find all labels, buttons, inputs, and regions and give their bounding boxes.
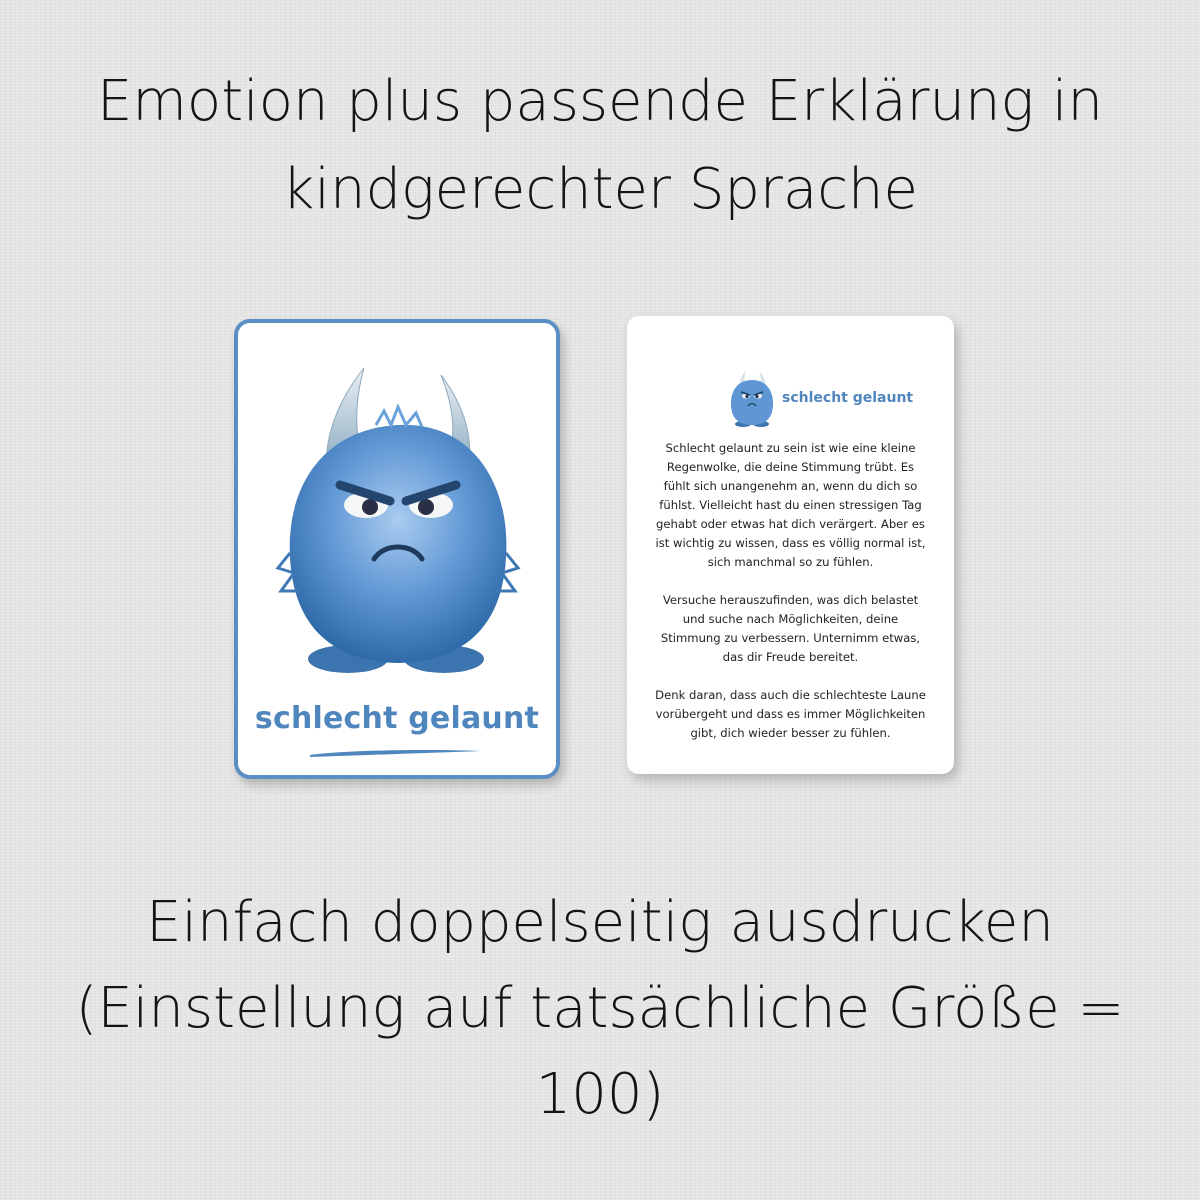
- description-paragraph: [641, 591, 940, 667]
- text-line: Schlecht gelaunt zu sein ist wie eine kleine: [665, 441, 916, 455]
- text-line: Versuche herauszufinden, was dich belastet: [662, 593, 919, 607]
- text-line: fühlst. Vielleicht hast du einen stressigen Tag: [659, 498, 922, 512]
- bottom-heading-line: 100): [535, 1062, 665, 1127]
- back-card-description: [641, 439, 940, 762]
- text-line: vorübergeht und dass es immer Möglichkeiten: [655, 707, 926, 721]
- card-front: [234, 319, 560, 779]
- top-heading-line: kindgerechter Sprache: [281, 157, 918, 222]
- card-back: [627, 316, 954, 774]
- grumpy-monster-thumbnail: [727, 368, 777, 428]
- description-paragraph: [641, 686, 940, 743]
- grumpy-monster-illustration: [266, 363, 531, 683]
- bottom-heading-line: Einfach doppelseitig ausdrucken: [146, 890, 1054, 955]
- description-paragraph: [641, 439, 940, 572]
- top-heading: [0, 58, 1200, 234]
- top-heading-line: Emotion plus passende Erklärung in: [97, 69, 1103, 134]
- back-card-title: schlecht gelaunt: [782, 390, 914, 406]
- brush-stroke-underline: [308, 748, 483, 758]
- front-card-label: schlecht gelaunt: [254, 701, 540, 736]
- text-line: sich manchmal so zu fühlen.: [707, 555, 874, 569]
- text-line: gibt, dich wieder besser zu fühlen.: [690, 726, 891, 740]
- text-line: gehabt oder etwas hat dich verärgert. Aber es: [656, 517, 925, 531]
- bottom-heading: [0, 880, 1200, 1138]
- text-line: und suche nach Möglichkeiten, deine: [682, 612, 899, 626]
- text-line: Stimmung zu verbessern. Unternimm etwas,: [660, 631, 921, 645]
- text-line: Regenwolke, die deine Stimmung trübt. Es: [666, 460, 915, 474]
- text-line: Denk daran, dass auch die schlechteste Laune: [655, 688, 926, 702]
- text-line: ist wichtig zu wissen, dass es völlig normal ist,: [655, 536, 926, 550]
- text-line: fühlt sich unangenehm an, wenn du dich so: [663, 479, 918, 493]
- bottom-heading-line: (Einstellung auf tatsächliche Größe =: [75, 976, 1125, 1041]
- text-line: das dir Freude bereitet.: [722, 650, 859, 664]
